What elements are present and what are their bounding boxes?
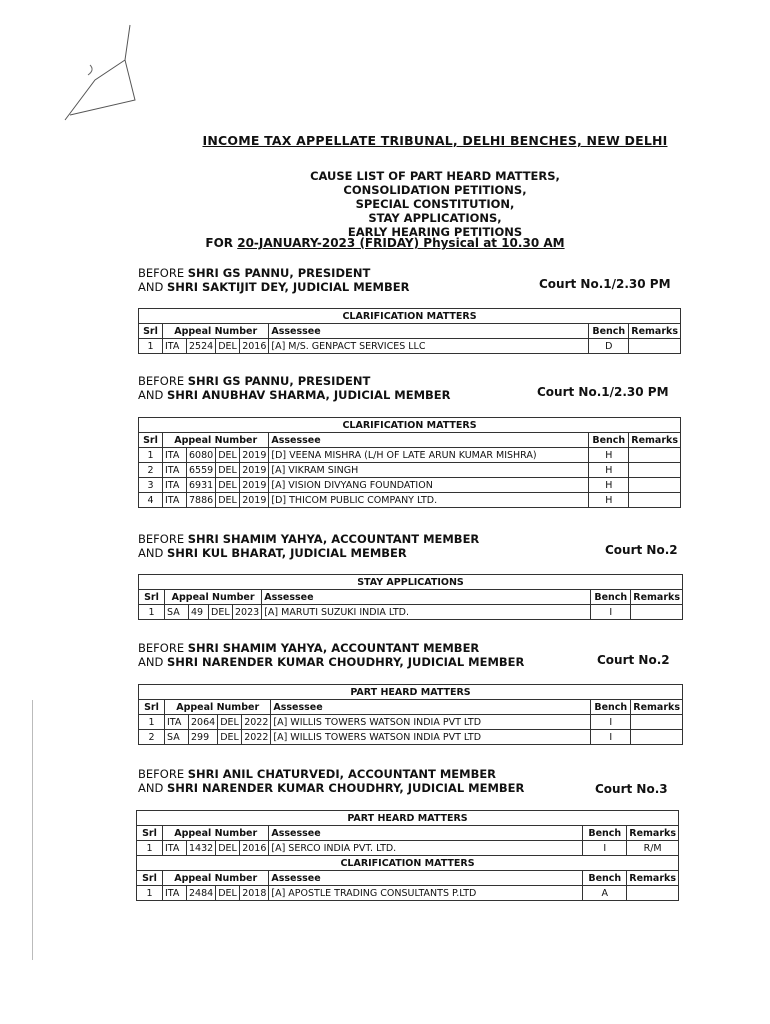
header-srl: Srl [137, 826, 163, 841]
appeal-year: 2016 [240, 841, 269, 856]
member-name: SHRI GS PANNU, PRESIDENT [187, 374, 371, 388]
remarks-cell [629, 493, 681, 508]
header-appeal-number: Appeal Number [165, 700, 271, 715]
header-bench: Bench [583, 871, 627, 886]
assessee-cell: [A] WILLIS TOWERS WATSON INDIA PVT LTD [271, 730, 591, 745]
appeal-type: ITA [165, 715, 189, 730]
table-row [139, 339, 681, 354]
member-name: SHRI SAKTIJIT DEY, JUDICIAL MEMBER [166, 280, 410, 294]
bench-cell: H [589, 463, 629, 478]
header-assessee: Assessee [269, 826, 583, 841]
header-remarks: Remarks [627, 871, 679, 886]
cause-list-table [138, 684, 683, 745]
header-remarks: Remarks [631, 590, 683, 605]
appeal-num: 7886 [187, 493, 216, 508]
appeal-num: 299 [189, 730, 218, 745]
header-srl: Srl [137, 871, 163, 886]
appeal-city: DEL [216, 493, 240, 508]
appeal-city: DEL [216, 463, 240, 478]
hearing-date-line [0, 236, 770, 250]
srl-cell: 1 [139, 448, 163, 463]
appeal-city: DEL [218, 715, 242, 730]
appeal-type: ITA [163, 448, 187, 463]
remarks-cell [629, 339, 681, 354]
appeal-city: DEL [209, 605, 233, 620]
appeal-year: 2023 [233, 605, 262, 620]
appeal-city: DEL [218, 730, 242, 745]
cause-list-table [138, 308, 681, 354]
appeal-num: 2064 [189, 715, 218, 730]
table-row [139, 448, 681, 463]
table-row [139, 715, 683, 730]
table-row [139, 493, 681, 508]
header-bench: Bench [591, 700, 631, 715]
bench-heading [138, 266, 409, 294]
assessee-cell: [A] M/S. GENPACT SERVICES LLC [269, 339, 589, 354]
appeal-year: 2018 [240, 886, 269, 901]
section-title: CLARIFICATION MATTERS [139, 418, 681, 433]
appeal-city: DEL [216, 841, 240, 856]
appeal-year: 2019 [240, 463, 269, 478]
appeal-year: 2019 [240, 493, 269, 508]
header-appeal-number: Appeal Number [165, 590, 262, 605]
header-assessee: Assessee [269, 871, 583, 886]
header-srl: Srl [139, 590, 165, 605]
remarks-cell [631, 730, 683, 745]
header-bench: Bench [589, 324, 629, 339]
date-prefix: FOR [205, 236, 238, 250]
appeal-year: 2019 [240, 448, 269, 463]
court-number: Court No.3 [595, 782, 668, 796]
court-number: Court No.2 [605, 543, 678, 557]
section-title: CLARIFICATION MATTERS [137, 856, 679, 871]
bench-cell: I [591, 715, 631, 730]
assessee-cell: [A] APOSTLE TRADING CONSULTANTS P.LTD [269, 886, 583, 901]
srl-cell: 1 [139, 715, 165, 730]
appeal-num: 6931 [187, 478, 216, 493]
bench-heading [138, 532, 479, 560]
document-title: INCOME TAX APPELLATE TRIBUNAL, DELHI BENCHES, NEW DELHI [202, 133, 668, 148]
remarks-cell: R/M [627, 841, 679, 856]
member-name: SHRI NARENDER KUMAR CHOUDHRY, JUDICIAL MEMBER [166, 781, 525, 795]
srl-cell: 1 [139, 339, 163, 354]
bench-prefix: AND [138, 280, 167, 294]
header-assessee: Assessee [269, 324, 589, 339]
subtitle-line: CONSOLIDATION PETITIONS, [343, 183, 527, 197]
member-name: SHRI SHAMIM YAHYA, ACCOUNTANT MEMBER [187, 532, 480, 546]
appeal-type: SA [165, 730, 189, 745]
bench-prefix: AND [138, 781, 167, 795]
header-srl: Srl [139, 324, 163, 339]
remarks-cell [627, 886, 679, 901]
header-bench: Bench [583, 826, 627, 841]
header-appeal-number: Appeal Number [163, 826, 269, 841]
appeal-type: ITA [163, 493, 187, 508]
appeal-city: DEL [216, 339, 240, 354]
hearing-date: 20-JANUARY-2023 (FRIDAY) Physical at 10.30 AM [237, 236, 565, 250]
appeal-year: 2016 [240, 339, 269, 354]
bench-cell: I [591, 730, 631, 745]
header-srl: Srl [139, 433, 163, 448]
subtitle-line: EARLY HEARING PETITIONS [347, 225, 523, 239]
member-name: SHRI KUL BHARAT, JUDICIAL MEMBER [166, 546, 407, 560]
bench-heading [138, 767, 524, 795]
assessee-cell: [D] VEENA MISHRA (L/H OF LATE ARUN KUMAR MISHRA) [269, 448, 589, 463]
header-bench: Bench [591, 590, 631, 605]
appeal-city: DEL [216, 448, 240, 463]
srl-cell: 1 [139, 605, 165, 620]
bench-cell: H [589, 478, 629, 493]
cause-list-table [138, 417, 681, 508]
header-srl: Srl [139, 700, 165, 715]
bench-prefix: BEFORE [138, 767, 188, 781]
member-name: SHRI NARENDER KUMAR CHOUDHRY, JUDICIAL MEMBER [166, 655, 525, 669]
remarks-cell [629, 448, 681, 463]
scan-edge-line [32, 700, 33, 960]
header-appeal-number: Appeal Number [163, 871, 269, 886]
srl-cell: 2 [139, 730, 165, 745]
bench-cell: A [583, 886, 627, 901]
section-title: STAY APPLICATIONS [139, 575, 683, 590]
appeal-type: SA [165, 605, 189, 620]
header-appeal-number: Appeal Number [163, 433, 269, 448]
header-assessee: Assessee [269, 433, 589, 448]
table-row [139, 605, 683, 620]
bench-prefix: BEFORE [138, 374, 188, 388]
appeal-type: ITA [163, 339, 187, 354]
section-title: PART HEARD MATTERS [139, 685, 683, 700]
assessee-cell: [D] THICOM PUBLIC COMPANY LTD. [269, 493, 589, 508]
table-row [139, 463, 681, 478]
srl-cell: 2 [139, 463, 163, 478]
remarks-cell [629, 478, 681, 493]
subtitle-line: SPECIAL CONSTITUTION, [355, 197, 515, 211]
appeal-year: 2022 [242, 730, 271, 745]
bench-prefix: BEFORE [138, 532, 188, 546]
bench-cell: H [589, 448, 629, 463]
scan-corner-mark [55, 20, 145, 130]
header-remarks: Remarks [627, 826, 679, 841]
appeal-city: DEL [216, 886, 240, 901]
assessee-cell: [A] MARUTI SUZUKI INDIA LTD. [262, 605, 591, 620]
appeal-num: 49 [189, 605, 209, 620]
appeal-year: 2019 [240, 478, 269, 493]
member-name: SHRI ANIL CHATURVEDI, ACCOUNTANT MEMBER [187, 767, 497, 781]
section-title: PART HEARD MATTERS [137, 811, 679, 826]
srl-cell: 3 [139, 478, 163, 493]
header-remarks: Remarks [629, 324, 681, 339]
cause-list-table [138, 574, 683, 620]
bench-cell: I [591, 605, 631, 620]
assessee-cell: [A] WILLIS TOWERS WATSON INDIA PVT LTD [271, 715, 591, 730]
bench-heading [138, 641, 524, 669]
appeal-city: DEL [216, 478, 240, 493]
assessee-cell: [A] VIKRAM SINGH [269, 463, 589, 478]
appeal-type: ITA [163, 841, 187, 856]
appeal-type: ITA [163, 886, 187, 901]
bench-cell: I [583, 841, 627, 856]
header-bench: Bench [589, 433, 629, 448]
bench-prefix: AND [138, 655, 167, 669]
bench-prefix: AND [138, 546, 167, 560]
assessee-cell: [A] SERCO INDIA PVT. LTD. [269, 841, 583, 856]
appeal-type: ITA [163, 478, 187, 493]
appeal-num: 2524 [187, 339, 216, 354]
remarks-cell [629, 463, 681, 478]
court-number: Court No.1/2.30 PM [539, 277, 671, 291]
assessee-cell: [A] VISION DIVYANG FOUNDATION [269, 478, 589, 493]
section-title: CLARIFICATION MATTERS [139, 309, 681, 324]
table-row [137, 886, 679, 901]
court-number: Court No.2 [597, 653, 670, 667]
bench-cell: H [589, 493, 629, 508]
header-remarks: Remarks [629, 433, 681, 448]
table-row [137, 841, 679, 856]
srl-cell: 1 [137, 841, 163, 856]
bench-heading [138, 374, 451, 402]
remarks-cell [631, 715, 683, 730]
subtitle-line: CAUSE LIST OF PART HEARD MATTERS, [310, 169, 560, 183]
member-name: SHRI ANUBHAV SHARMA, JUDICIAL MEMBER [166, 388, 451, 402]
member-name: SHRI SHAMIM YAHYA, ACCOUNTANT MEMBER [187, 641, 480, 655]
remarks-cell [631, 605, 683, 620]
cause-list-table [136, 810, 679, 901]
court-number: Court No.1/2.30 PM [537, 385, 669, 399]
bench-prefix: BEFORE [138, 266, 188, 280]
appeal-num: 2484 [187, 886, 216, 901]
bench-prefix: BEFORE [138, 641, 188, 655]
header-appeal-number: Appeal Number [163, 324, 269, 339]
srl-cell: 4 [139, 493, 163, 508]
header-remarks: Remarks [631, 700, 683, 715]
appeal-num: 1432 [187, 841, 216, 856]
subtitle-block [0, 169, 770, 239]
appeal-num: 6080 [187, 448, 216, 463]
subtitle-line: STAY APPLICATIONS, [368, 211, 502, 225]
appeal-num: 6559 [187, 463, 216, 478]
srl-cell: 1 [137, 886, 163, 901]
header-assessee: Assessee [271, 700, 591, 715]
table-row [139, 478, 681, 493]
appeal-type: ITA [163, 463, 187, 478]
appeal-year: 2022 [242, 715, 271, 730]
bench-cell: D [589, 339, 629, 354]
header-assessee: Assessee [262, 590, 591, 605]
table-row [139, 730, 683, 745]
bench-prefix: AND [138, 388, 167, 402]
member-name: SHRI GS PANNU, PRESIDENT [187, 266, 371, 280]
